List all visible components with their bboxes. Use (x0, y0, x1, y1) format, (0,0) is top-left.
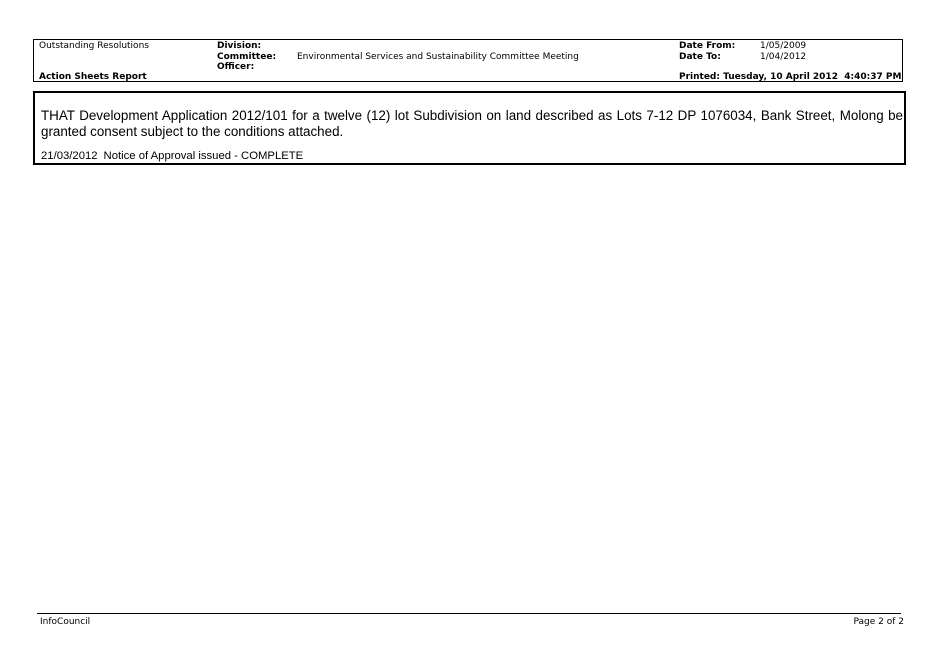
report-type: Outstanding Resolutions (39, 41, 149, 51)
action-entry (41, 150, 303, 163)
footer-app-name: InfoCouncil (40, 617, 91, 627)
printed-label: Printed: (679, 72, 720, 82)
committee-value: Environmental Services and Sustainability Committee Meeting (297, 52, 579, 62)
printed-line (679, 72, 901, 83)
date-to-value: 1/04/2012 (760, 52, 807, 62)
date-to-label: Date To: (679, 52, 721, 62)
resolution-item (33, 91, 906, 165)
resolution-text: THAT Development Application 2012/101 for a twelve (12) lot Subdivision on land described as Lots 7-12 DP 1076034, Bank Street, Molong be granted consent subject to the conditions attached. (41, 108, 903, 139)
report-header (33, 39, 903, 82)
action-text: Notice of Approval issued - COMPLETE (103, 150, 304, 162)
officer-label: Officer: (217, 62, 255, 72)
footer-divider (37, 613, 901, 614)
footer-page-info: Page 2 of 2 (853, 617, 904, 627)
printed-value: Tuesday, 10 April 2012 4:40:37 PM (723, 72, 902, 82)
date-from-label: Date From: (679, 41, 736, 51)
division-label: Division: (217, 41, 262, 51)
date-from-value: 1/05/2009 (760, 41, 807, 51)
committee-label: Committee: (217, 52, 277, 62)
action-date: 21/03/2012 (41, 150, 98, 162)
report-name: Action Sheets Report (39, 72, 147, 82)
